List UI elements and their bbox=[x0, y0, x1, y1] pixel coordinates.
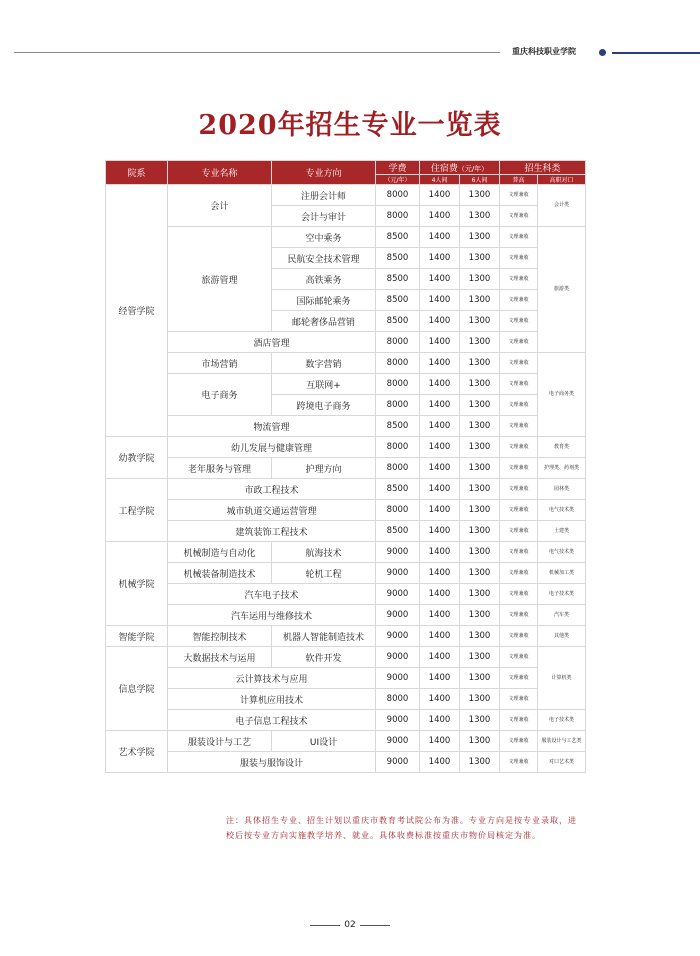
page-number: 02 bbox=[344, 920, 356, 930]
major-cell: 服装与服饰设计 bbox=[168, 752, 376, 773]
major-cell: 幼儿发展与健康管理 bbox=[168, 437, 376, 458]
major-cell: 电子商务 bbox=[168, 374, 272, 416]
tuition-cell: 9000 bbox=[376, 752, 420, 773]
dorm4-cell: 1400 bbox=[420, 458, 460, 479]
category-general-cell: 文理兼收 bbox=[500, 626, 538, 647]
major-cell: 服装设计与工艺 bbox=[168, 731, 272, 752]
dorm4-cell: 1400 bbox=[420, 206, 460, 227]
tuition-cell: 9000 bbox=[376, 605, 420, 626]
dorm6-cell: 1300 bbox=[460, 584, 500, 605]
direction-cell: 会计与审计 bbox=[272, 206, 376, 227]
major-cell: 汽车电子技术 bbox=[168, 584, 376, 605]
tuition-cell: 9000 bbox=[376, 710, 420, 731]
direction-cell: 机器人智能制造技术 bbox=[272, 626, 376, 647]
dept-cell: 工程学院 bbox=[106, 479, 168, 542]
dorm6-cell: 1300 bbox=[460, 500, 500, 521]
dorm6-cell: 1300 bbox=[460, 605, 500, 626]
dorm6-cell: 1300 bbox=[460, 626, 500, 647]
tuition-cell: 8500 bbox=[376, 290, 420, 311]
dorm6-cell: 1300 bbox=[460, 248, 500, 269]
majors-table bbox=[105, 160, 586, 773]
major-cell: 机械制造与自动化 bbox=[168, 542, 272, 563]
category-general-cell: 文理兼收 bbox=[500, 689, 538, 710]
header-accent-bar bbox=[612, 52, 700, 54]
tuition-cell: 9000 bbox=[376, 731, 420, 752]
tuition-cell: 8500 bbox=[376, 248, 420, 269]
category-general-cell: 文理兼收 bbox=[500, 731, 538, 752]
tuition-cell: 9000 bbox=[376, 563, 420, 584]
category-vocational-cell: 其他类 bbox=[538, 626, 586, 647]
direction-cell: 高铁乘务 bbox=[272, 269, 376, 290]
col-dept: 院系 bbox=[106, 161, 168, 185]
dorm6-cell: 1300 bbox=[460, 710, 500, 731]
table-row bbox=[106, 731, 586, 752]
category-general-cell: 文理兼收 bbox=[500, 542, 538, 563]
dorm6-cell: 1300 bbox=[460, 731, 500, 752]
header-rule bbox=[14, 52, 500, 53]
dorm4-cell: 1400 bbox=[420, 542, 460, 563]
dorm4-cell: 1400 bbox=[420, 248, 460, 269]
dorm6-cell: 1300 bbox=[460, 290, 500, 311]
table-row bbox=[106, 374, 586, 395]
major-cell: 汽车运用与维修技术 bbox=[168, 605, 376, 626]
dorm4-cell: 1400 bbox=[420, 668, 460, 689]
direction-cell: 民航安全技术管理 bbox=[272, 248, 376, 269]
tuition-cell: 8500 bbox=[376, 227, 420, 248]
direction-cell: UI设计 bbox=[272, 731, 376, 752]
dorm6-cell: 1300 bbox=[460, 689, 500, 710]
direction-cell: 注册会计师 bbox=[272, 185, 376, 206]
major-cell: 酒店管理 bbox=[168, 332, 376, 353]
dorm6-cell: 1300 bbox=[460, 269, 500, 290]
dorm4-cell: 1400 bbox=[420, 374, 460, 395]
dorm4-cell: 1400 bbox=[420, 416, 460, 437]
direction-cell: 轮机工程 bbox=[272, 563, 376, 584]
table-row bbox=[106, 185, 586, 206]
category-vocational-cell: 机械加工类 bbox=[538, 563, 586, 584]
table-row bbox=[106, 647, 586, 668]
major-cell: 计算机应用技术 bbox=[168, 689, 376, 710]
col-dorm6: 6人间 bbox=[460, 175, 500, 185]
dept-cell: 智能学院 bbox=[106, 626, 168, 647]
dorm6-cell: 1300 bbox=[460, 647, 500, 668]
category-general-cell: 文理兼收 bbox=[500, 647, 538, 668]
category-general-cell: 文理兼收 bbox=[500, 353, 538, 374]
dorm4-cell: 1400 bbox=[420, 521, 460, 542]
category-vocational-cell: 会计类 bbox=[538, 185, 586, 227]
direction-cell: 空中乘务 bbox=[272, 227, 376, 248]
col-cat-vocational: 高职对口 bbox=[538, 175, 586, 185]
dorm4-cell: 1400 bbox=[420, 647, 460, 668]
tuition-cell: 9000 bbox=[376, 626, 420, 647]
direction-cell: 互联网+ bbox=[272, 374, 376, 395]
tuition-cell: 8500 bbox=[376, 416, 420, 437]
table-header-row bbox=[106, 161, 586, 175]
category-general-cell: 文理兼收 bbox=[500, 500, 538, 521]
dorm4-cell: 1400 bbox=[420, 626, 460, 647]
table-row bbox=[106, 563, 586, 584]
tuition-cell: 8000 bbox=[376, 500, 420, 521]
category-vocational-cell: 服装设计与工艺类 bbox=[538, 731, 586, 752]
major-cell: 城市轨道交通运营管理 bbox=[168, 500, 376, 521]
col-direction: 专业方向 bbox=[272, 161, 376, 185]
dorm-unit: （元/年） bbox=[457, 165, 489, 173]
major-cell: 智能控制技术 bbox=[168, 626, 272, 647]
major-cell: 物流管理 bbox=[168, 416, 376, 437]
dorm4-cell: 1400 bbox=[420, 437, 460, 458]
category-general-cell: 文理兼收 bbox=[500, 269, 538, 290]
dorm6-cell: 1300 bbox=[460, 437, 500, 458]
major-cell: 建筑装饰工程技术 bbox=[168, 521, 376, 542]
major-cell: 大数据技术与运用 bbox=[168, 647, 272, 668]
dorm4-cell: 1400 bbox=[420, 185, 460, 206]
table-row bbox=[106, 542, 586, 563]
category-general-cell: 文理兼收 bbox=[500, 521, 538, 542]
category-vocational-cell: 教育类 bbox=[538, 437, 586, 458]
category-general-cell: 文理兼收 bbox=[500, 311, 538, 332]
category-vocational-cell: 电气技术类 bbox=[538, 542, 586, 563]
table-row bbox=[106, 353, 586, 374]
dorm4-cell: 1400 bbox=[420, 731, 460, 752]
category-general-cell: 文理兼收 bbox=[500, 227, 538, 248]
category-general-cell: 文理兼收 bbox=[500, 416, 538, 437]
category-general-cell: 文理兼收 bbox=[500, 563, 538, 584]
category-vocational-cell: 园林类 bbox=[538, 479, 586, 500]
major-cell: 市场营销 bbox=[168, 353, 272, 374]
dorm6-cell: 1300 bbox=[460, 542, 500, 563]
direction-cell: 跨境电子商务 bbox=[272, 395, 376, 416]
dorm4-cell: 1400 bbox=[420, 332, 460, 353]
tuition-cell: 8500 bbox=[376, 269, 420, 290]
tuition-cell: 8000 bbox=[376, 437, 420, 458]
dorm6-cell: 1300 bbox=[460, 395, 500, 416]
dorm4-cell: 1400 bbox=[420, 584, 460, 605]
dept-cell: 信息学院 bbox=[106, 647, 168, 731]
tuition-cell: 9000 bbox=[376, 647, 420, 668]
tuition-cell: 8500 bbox=[376, 521, 420, 542]
category-general-cell: 文理兼收 bbox=[500, 458, 538, 479]
direction-cell: 护理方向 bbox=[272, 458, 376, 479]
table-row bbox=[106, 605, 586, 626]
tuition-cell: 9000 bbox=[376, 668, 420, 689]
category-vocational-cell: 土建类 bbox=[538, 521, 586, 542]
college-name: 重庆科技职业学院 bbox=[512, 46, 576, 56]
col-tuition: 学费 bbox=[376, 161, 420, 175]
dorm6-cell: 1300 bbox=[460, 458, 500, 479]
major-cell: 会计 bbox=[168, 185, 272, 227]
category-general-cell: 文理兼收 bbox=[500, 332, 538, 353]
table-row bbox=[106, 668, 586, 689]
category-vocational-cell: 电子技术类 bbox=[538, 584, 586, 605]
dorm4-cell: 1400 bbox=[420, 689, 460, 710]
table-row bbox=[106, 227, 586, 248]
dorm4-cell: 1400 bbox=[420, 395, 460, 416]
tuition-cell: 8000 bbox=[376, 395, 420, 416]
dorm4-cell: 1400 bbox=[420, 353, 460, 374]
category-vocational-cell: 汽车类 bbox=[538, 605, 586, 626]
table-row bbox=[106, 458, 586, 479]
dorm6-cell: 1300 bbox=[460, 374, 500, 395]
page-title: 2020年招生专业一览表 bbox=[198, 110, 502, 141]
major-cell: 市政工程技术 bbox=[168, 479, 376, 500]
dorm4-cell: 1400 bbox=[420, 311, 460, 332]
category-general-cell: 文理兼收 bbox=[500, 374, 538, 395]
dorm4-cell: 1400 bbox=[420, 710, 460, 731]
table-row bbox=[106, 479, 586, 500]
tuition-cell: 8000 bbox=[376, 374, 420, 395]
category-vocational-cell: 计算机类 bbox=[538, 647, 586, 710]
direction-cell: 航海技术 bbox=[272, 542, 376, 563]
dorm4-cell: 1400 bbox=[420, 563, 460, 584]
major-cell: 机械装备制造技术 bbox=[168, 563, 272, 584]
table-row bbox=[106, 689, 586, 710]
dorm4-cell: 1400 bbox=[420, 605, 460, 626]
dorm6-cell: 1300 bbox=[460, 311, 500, 332]
table-row bbox=[106, 500, 586, 521]
tuition-unit: （元/年） bbox=[376, 175, 420, 185]
category-vocational-cell: 电子技术类 bbox=[538, 710, 586, 731]
major-cell: 云计算技术与应用 bbox=[168, 668, 376, 689]
category-general-cell: 文理兼收 bbox=[500, 710, 538, 731]
major-cell: 电子信息工程技术 bbox=[168, 710, 376, 731]
col-dorm4: 4人间 bbox=[420, 175, 460, 185]
dorm6-cell: 1300 bbox=[460, 521, 500, 542]
dorm4-cell: 1400 bbox=[420, 752, 460, 773]
dorm6-cell: 1300 bbox=[460, 353, 500, 374]
dorm4-cell: 1400 bbox=[420, 269, 460, 290]
category-vocational-cell: 旅游类 bbox=[538, 227, 586, 353]
dorm6-cell: 1300 bbox=[460, 479, 500, 500]
header-dot bbox=[599, 49, 606, 56]
category-general-cell: 文理兼收 bbox=[500, 605, 538, 626]
tuition-cell: 8000 bbox=[376, 185, 420, 206]
category-general-cell: 文理兼收 bbox=[500, 248, 538, 269]
table-row bbox=[106, 584, 586, 605]
col-cat-general: 普高 bbox=[500, 175, 538, 185]
tuition-cell: 9000 bbox=[376, 542, 420, 563]
dorm4-cell: 1400 bbox=[420, 500, 460, 521]
tuition-cell: 9000 bbox=[376, 584, 420, 605]
dorm6-cell: 1300 bbox=[460, 563, 500, 584]
category-general-cell: 文理兼收 bbox=[500, 584, 538, 605]
category-general-cell: 文理兼收 bbox=[500, 668, 538, 689]
tuition-cell: 8000 bbox=[376, 353, 420, 374]
dorm4-cell: 1400 bbox=[420, 290, 460, 311]
dorm6-cell: 1300 bbox=[460, 668, 500, 689]
tuition-cell: 8000 bbox=[376, 458, 420, 479]
table-row bbox=[106, 416, 586, 437]
major-cell: 旅游管理 bbox=[168, 227, 272, 332]
table-row bbox=[106, 332, 586, 353]
col-category: 招生科类 bbox=[500, 161, 586, 175]
category-vocational-cell: 对口艺术类 bbox=[538, 752, 586, 773]
tuition-cell: 8000 bbox=[376, 206, 420, 227]
table-row bbox=[106, 626, 586, 647]
col-major: 专业名称 bbox=[168, 161, 272, 185]
dorm6-cell: 1300 bbox=[460, 206, 500, 227]
dept-cell: 经管学院 bbox=[106, 185, 168, 437]
dorm4-cell: 1400 bbox=[420, 227, 460, 248]
table-row bbox=[106, 710, 586, 731]
table-row bbox=[106, 752, 586, 773]
major-cell: 老年服务与管理 bbox=[168, 458, 272, 479]
dorm6-cell: 1300 bbox=[460, 185, 500, 206]
category-general-cell: 文理兼收 bbox=[500, 479, 538, 500]
category-vocational-cell: 护理类、药剂类 bbox=[538, 458, 586, 479]
direction-cell: 国际邮轮乘务 bbox=[272, 290, 376, 311]
dept-cell: 幼教学院 bbox=[106, 437, 168, 479]
dorm4-cell: 1400 bbox=[420, 479, 460, 500]
category-vocational-cell: 电气技术类 bbox=[538, 500, 586, 521]
dept-cell: 机械学院 bbox=[106, 542, 168, 626]
table-row bbox=[106, 521, 586, 542]
category-general-cell: 文理兼收 bbox=[500, 437, 538, 458]
category-general-cell: 文理兼收 bbox=[500, 290, 538, 311]
category-general-cell: 文理兼收 bbox=[500, 185, 538, 206]
direction-cell: 软件开发 bbox=[272, 647, 376, 668]
dept-cell: 艺术学院 bbox=[106, 731, 168, 773]
tuition-cell: 8500 bbox=[376, 311, 420, 332]
footnote: 注：具体招生专业、招生计划以重庆市教育考试院公布为准。专业方向是按专业录取，进校后按专业方向实施教学培养、就业。具体收费标准按重庆市物价局核定为准。 bbox=[226, 816, 577, 840]
direction-cell: 数字营销 bbox=[272, 353, 376, 374]
category-vocational-cell: 电子商务类 bbox=[538, 353, 586, 437]
col-dorm bbox=[420, 161, 500, 175]
category-general-cell: 文理兼收 bbox=[500, 395, 538, 416]
category-general-cell: 文理兼收 bbox=[500, 206, 538, 227]
dorm6-cell: 1300 bbox=[460, 752, 500, 773]
dorm-label: 住宿费 bbox=[430, 164, 458, 174]
tuition-cell: 8000 bbox=[376, 689, 420, 710]
page-rule-right bbox=[360, 925, 390, 926]
dorm6-cell: 1300 bbox=[460, 227, 500, 248]
table-row bbox=[106, 437, 586, 458]
dorm6-cell: 1300 bbox=[460, 332, 500, 353]
category-general-cell: 文理兼收 bbox=[500, 752, 538, 773]
direction-cell: 邮轮奢侈品营销 bbox=[272, 311, 376, 332]
tuition-cell: 8500 bbox=[376, 479, 420, 500]
tuition-cell: 8000 bbox=[376, 332, 420, 353]
dorm6-cell: 1300 bbox=[460, 416, 500, 437]
